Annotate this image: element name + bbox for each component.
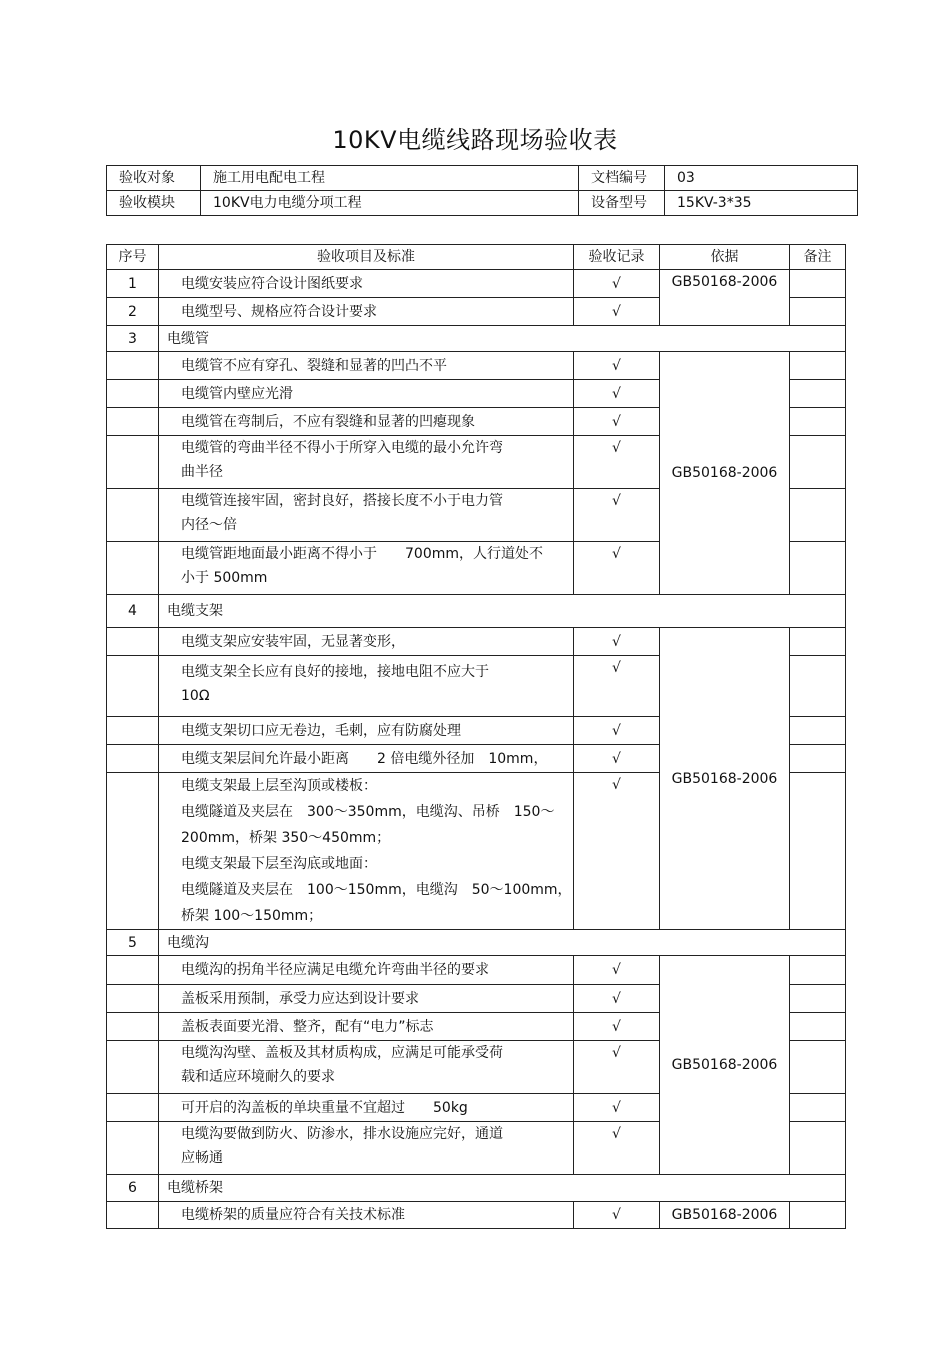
remark-cell	[790, 489, 846, 542]
check-mark: √	[574, 1094, 660, 1122]
item-line: 电缆支架全长应有良好的接地，接地电阻不应大于	[181, 664, 489, 680]
row-no	[107, 436, 159, 489]
object-label: 验收对象	[107, 166, 201, 191]
row-no	[107, 656, 159, 717]
row-no	[107, 717, 159, 745]
item-line: 载和适应环境耐久的要求	[181, 1069, 335, 1085]
section-title: 电缆桥架	[159, 1175, 846, 1202]
remark-cell	[790, 1094, 846, 1122]
check-mark: √	[574, 542, 660, 595]
item-line: 电缆支架最下层至沟底或地面：	[181, 856, 377, 872]
remark-cell	[790, 745, 846, 773]
item-text	[159, 436, 574, 489]
item-text	[159, 1041, 574, 1094]
item-line: 10Ω	[181, 688, 210, 704]
remark-cell	[790, 773, 846, 930]
row-no	[107, 1122, 159, 1175]
item-line: 电缆管距地面最小距离不得小于 700mm，人行道处不	[181, 546, 543, 562]
item-text: 电缆管内壁应光滑	[159, 380, 574, 408]
item-line: 电缆隧道及夹层在 100～150mm，电缆沟 50～100mm，	[181, 882, 572, 898]
header-item: 验收项目及标准	[159, 245, 574, 270]
item-text: 电缆管在弯制后，不应有裂缝和显著的凹瘪现象	[159, 408, 574, 436]
item-text: 盖板表面要光滑、整齐，配有“电力”标志	[159, 1013, 574, 1041]
remark-cell	[790, 956, 846, 985]
item-line: 电缆沟要做到防火、防渗水，排水设施应完好，通道	[181, 1126, 503, 1142]
section-title: 电缆管	[159, 326, 846, 352]
check-mark: √	[574, 745, 660, 773]
check-mark: √	[574, 1202, 660, 1229]
check-mark: √	[574, 380, 660, 408]
check-mark: √	[574, 956, 660, 985]
row-no	[107, 628, 159, 656]
model-value: 15KV-3*35	[665, 191, 858, 216]
item-text: 可开启的沟盖板的单块重量不宜超过 50kg	[159, 1094, 574, 1122]
item-text	[159, 1122, 574, 1175]
item-text: 电缆支架切口应无卷边，毛刺，应有防腐处理	[159, 717, 574, 745]
header-remark: 备注	[790, 245, 846, 270]
item-text: 电缆支架应安装牢固，无显著变形，	[159, 628, 574, 656]
check-mark: √	[574, 628, 660, 656]
remark-cell	[790, 985, 846, 1013]
item-text	[159, 542, 574, 595]
basis-cell: GB50168-2006	[660, 956, 790, 1175]
row-no	[107, 956, 159, 985]
header-no: 序号	[107, 245, 159, 270]
check-mark: √	[574, 436, 660, 489]
header-basis: 依据	[660, 245, 790, 270]
item-text	[159, 656, 574, 717]
row-no	[107, 1041, 159, 1094]
check-mark: √	[574, 985, 660, 1013]
check-mark: √	[574, 1041, 660, 1094]
section-no: 5	[107, 930, 159, 956]
row-no	[107, 745, 159, 773]
object-value: 施工用电配电工程	[201, 166, 579, 191]
item-line: 电缆管连接牢固，密封良好，搭接长度不小于电力管	[181, 493, 503, 509]
check-mark: √	[574, 352, 660, 380]
item-text	[159, 489, 574, 542]
check-mark: √	[574, 489, 660, 542]
row-no	[107, 542, 159, 595]
row-no	[107, 489, 159, 542]
model-label: 设备型号	[579, 191, 665, 216]
basis-cell: GB50168-2006	[660, 628, 790, 930]
basis-cell: GB50168-2006	[660, 1202, 790, 1229]
remark-cell	[790, 298, 846, 326]
check-mark: √	[574, 270, 660, 298]
row-no	[107, 1202, 159, 1229]
item-line: 小于 500mm	[181, 570, 268, 586]
item-line: 电缆支架最上层至沟顶或楼板：	[181, 778, 377, 794]
item-line: 应畅通	[181, 1150, 223, 1166]
section-no: 4	[107, 595, 159, 628]
remark-cell	[790, 352, 846, 380]
item-text: 电缆支架层间允许最小距离 2 倍电缆外径加 10mm，	[159, 745, 574, 773]
row-no	[107, 1094, 159, 1122]
info-table	[106, 165, 858, 216]
remark-cell	[790, 408, 846, 436]
remark-cell	[790, 1013, 846, 1041]
doc-label: 文档编号	[579, 166, 665, 191]
row-no	[107, 352, 159, 380]
section-title: 电缆支架	[159, 595, 846, 628]
item-text: 电缆安装应符合设计图纸要求	[159, 270, 574, 298]
page-title: 10KV电缆线路现场验收表	[332, 126, 618, 154]
module-label: 验收模块	[107, 191, 201, 216]
row-no	[107, 408, 159, 436]
remark-cell	[790, 1041, 846, 1094]
row-no: 1	[107, 270, 159, 298]
remark-cell	[790, 628, 846, 656]
check-mark: √	[574, 656, 660, 717]
item-text: 盖板采用预制，承受力应达到设计要求	[159, 985, 574, 1013]
row-no	[107, 1013, 159, 1041]
item-line: 电缆沟沟壁、盖板及其材质构成，应满足可能承受荷	[181, 1045, 503, 1061]
check-mark: √	[574, 773, 660, 930]
remark-cell	[790, 542, 846, 595]
item-line: 电缆隧道及夹层在 300～350mm，电缆沟、吊桥 150～	[181, 804, 555, 820]
remark-cell	[790, 380, 846, 408]
item-text	[159, 773, 574, 930]
remark-cell	[790, 1202, 846, 1229]
header-record: 验收记录	[574, 245, 660, 270]
remark-cell	[790, 1122, 846, 1175]
item-line: 曲半径	[181, 464, 223, 480]
check-mark: √	[574, 717, 660, 745]
check-mark: √	[574, 1013, 660, 1041]
row-no	[107, 380, 159, 408]
remark-cell	[790, 436, 846, 489]
check-mark: √	[574, 298, 660, 326]
basis-cell: GB50168-2006	[660, 270, 790, 326]
item-line: 200mm，桥架 350～450mm；	[181, 830, 391, 846]
item-text: 电缆型号、规格应符合设计要求	[159, 298, 574, 326]
section-no: 3	[107, 326, 159, 352]
basis-cell: GB50168-2006	[660, 352, 790, 595]
item-line: 桥架 100～150mm；	[181, 908, 323, 924]
row-no	[107, 773, 159, 930]
remark-cell	[790, 717, 846, 745]
check-mark: √	[574, 408, 660, 436]
check-mark: √	[574, 1122, 660, 1175]
acceptance-table	[106, 244, 846, 1229]
section-no: 6	[107, 1175, 159, 1202]
row-no	[107, 985, 159, 1013]
doc-value: 03	[665, 166, 858, 191]
item-line: 内径～倍	[181, 517, 237, 533]
remark-cell	[790, 270, 846, 298]
remark-cell	[790, 656, 846, 717]
module-value: 10KV电力电缆分项工程	[201, 191, 579, 216]
section-title: 电缆沟	[159, 930, 846, 956]
item-text: 电缆桥架的质量应符合有关技术标准	[159, 1202, 574, 1229]
row-no: 2	[107, 298, 159, 326]
item-line: 电缆管的弯曲半径不得小于所穿入电缆的最小允许弯	[181, 440, 503, 456]
item-text: 电缆沟的拐角半径应满足电缆允许弯曲半径的要求	[159, 956, 574, 985]
item-text: 电缆管不应有穿孔、裂缝和显著的凹凸不平	[159, 352, 574, 380]
